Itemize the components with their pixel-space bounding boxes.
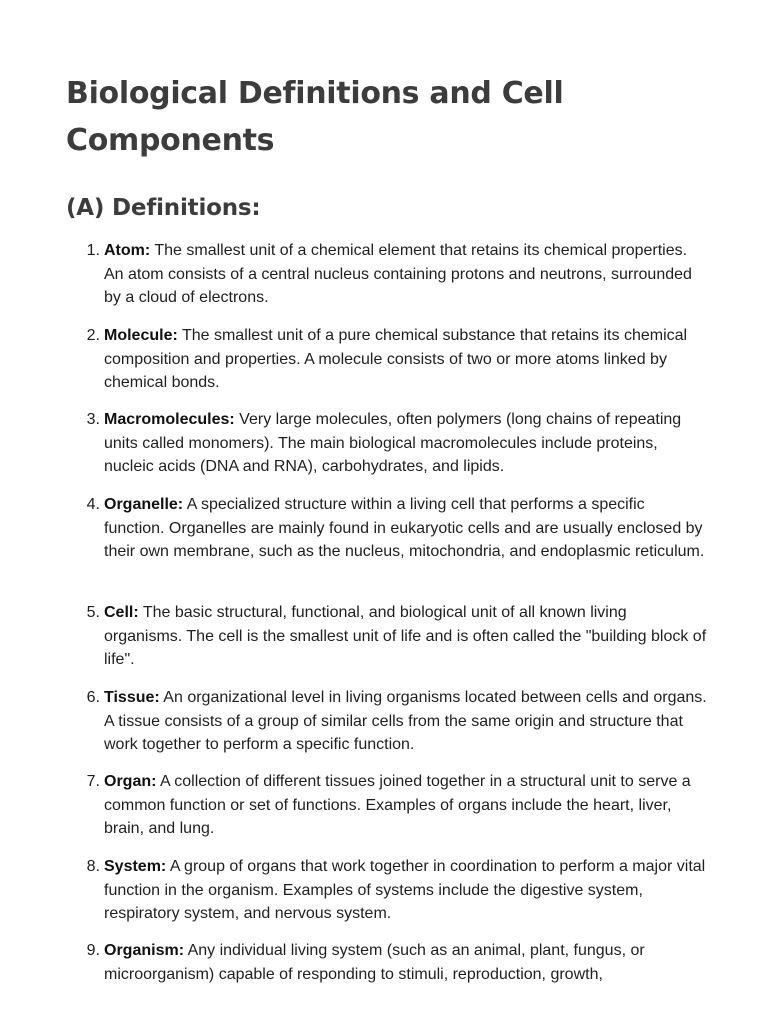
- definition-number: 8.: [86, 858, 100, 875]
- definition-term: Atom:: [104, 242, 151, 259]
- definition-number: 2.: [86, 327, 100, 344]
- definition-text: A collection of different tissues joined together in a structural unit to serve a common function or set of functions. Examples of organs include the heart, liver, brain, and lung.: [104, 773, 691, 837]
- definition-body: [104, 239, 708, 310]
- page-title: Biological Definitions and Cell Components: [66, 76, 564, 158]
- definition-term: Molecule:: [104, 327, 178, 344]
- definition-text: A specialized structure within a living cell that performs a specific function. Organelles are mainly found in eukaryotic cells and are usually enclosed by their own membrane, such as the nucleus, mitochondria, and endoplasmic reticulum.: [104, 496, 705, 560]
- definition-term: Cell:: [104, 604, 139, 621]
- definition-text: The smallest unit of a chemical element that retains its chemical properties. An atom consists of a central nucleus containing protons and neutrons, surrounded by a cloud of electrons.: [104, 242, 692, 306]
- definition-text: The smallest unit of a pure chemical substance that retains its chemical composition and properties. A molecule consists of two or more atoms linked by chemical bonds.: [104, 327, 688, 391]
- definition-number: 7.: [86, 773, 100, 790]
- definition-body: [104, 686, 708, 757]
- definition-number: 4.: [86, 496, 100, 513]
- definition-number: 1.: [86, 242, 100, 259]
- definition-number: 5.: [86, 604, 100, 621]
- definition-term: System:: [104, 858, 167, 875]
- definition-body: [104, 770, 708, 841]
- definition-number: 6.: [86, 689, 100, 706]
- definition-body: [104, 601, 708, 672]
- definition-text: Very large molecules, often polymers (long chains of repeating units called monomers). The main biological macromolecules include proteins, nucleic acids (DNA and RNA), carbohydrates, and lipids.: [104, 411, 682, 475]
- definition-term: Macromolecules:: [104, 411, 235, 428]
- definition-text: Any individual living system (such as an animal, plant, fungus, or microorganism) capable of responding to stimuli, reproduction, growth,: [104, 942, 645, 983]
- definition-term: Tissue:: [104, 689, 160, 706]
- definition-text: An organizational level in living organisms located between cells and organs. A tissue consists of a group of similar cells from the same origin and structure that work together to perform a specific function.: [104, 689, 707, 753]
- definition-text: The basic structural, functional, and biological unit of all known living organisms. The cell is the smallest unit of life and is often called the "building block of life".: [104, 604, 707, 668]
- definition-body: [104, 855, 708, 926]
- definition-body: [104, 324, 708, 395]
- definition-body: [104, 939, 708, 986]
- definition-term: Organism:: [104, 942, 185, 959]
- definition-term: Organ:: [104, 773, 157, 790]
- definition-term: Organelle:: [104, 496, 184, 513]
- section-heading: (A) Definitions:: [66, 195, 261, 221]
- definition-body: [104, 408, 708, 479]
- definition-number: 3.: [86, 411, 100, 428]
- definition-body: [104, 493, 708, 564]
- definition-text: A group of organs that work together in coordination to perform a major vital function in the organism. Examples of systems include the digestive system, respiratory system, and nervous system.: [104, 858, 706, 922]
- definition-number: 9.: [86, 942, 100, 959]
